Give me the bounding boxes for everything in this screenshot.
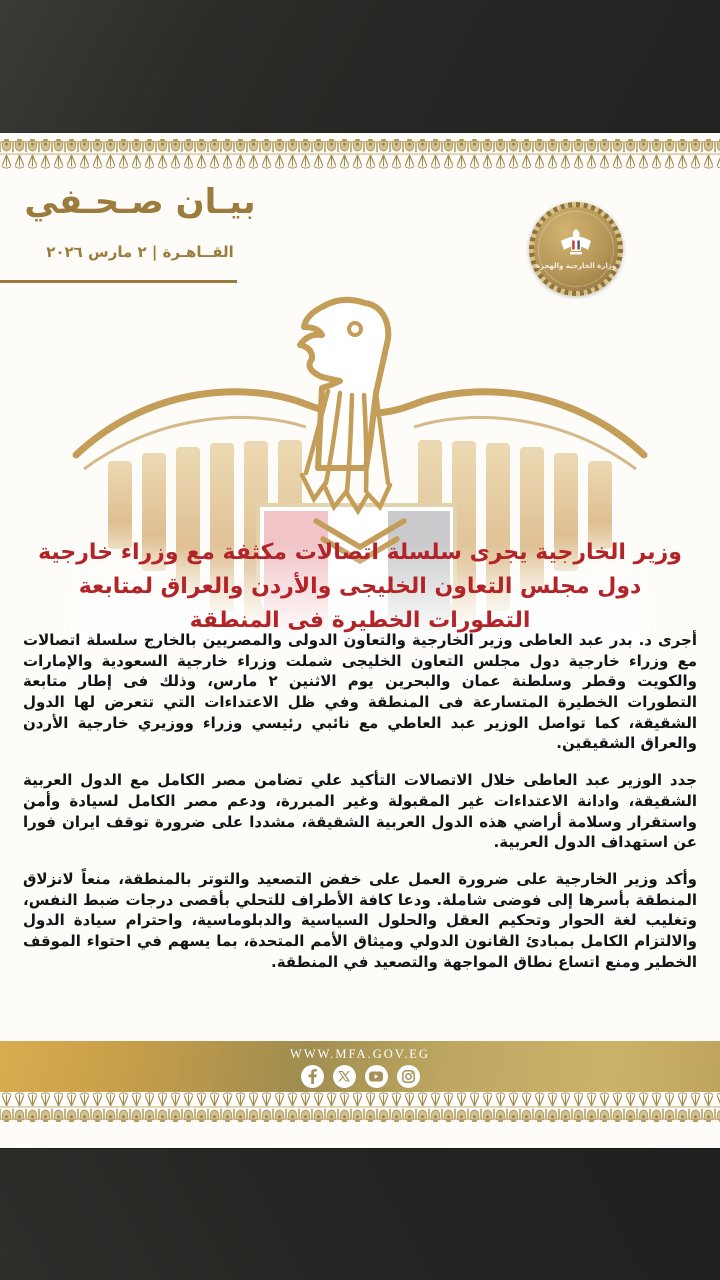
lotus-border-top bbox=[0, 139, 720, 169]
facebook-icon[interactable] bbox=[301, 1065, 324, 1088]
lotus-border-bottom bbox=[0, 1092, 720, 1122]
press-statement-title: بيـان صـحـفي bbox=[24, 182, 256, 222]
header-divider bbox=[0, 280, 237, 283]
top-black-band bbox=[0, 0, 720, 133]
footer-band bbox=[0, 1041, 720, 1092]
social-icons-row bbox=[0, 1065, 720, 1088]
paragraph-2: جدد الوزير عبد العاطى خلال الاتصالات التأكيد علي تضامن مصر الكامل مع الدول العربية الشقيقة، وادانة الاعتداءات غير المقبولة وغير المبررة، ودعم مصر الكامل لسيادة وأمن واستقرار وسلامة أراضي هذه الدول العربية الشقيقة، مشددا على ضرورة توقف ايران فورا عن استهداف الدول العربية. bbox=[23, 771, 697, 852]
paragraph-1: أجرى د. بدر عبد العاطى وزير الخارجية والتعاون الدولى والمصريين بالخارج سلسلة اتصالات مع وزراء خارجية دول مجلس التعاون الخليجى شملت وزراء خارجية السعودية والإمارات والكويت وقطر وسلطنة عمان والبحرين يوم الاثنين ٢ مارس، وذلك فى إطار متابعة التطورات الخطيرة المتسارعة فى المنطقة وفي ظل الاعتداءات التي تتعرض لها الدول الشقيقة، كما تواصل الوزير عبد العاطي مع نائبي رئيسي وزراء ووزيري خارجية الأردن والعراق الشقيقين. bbox=[23, 631, 697, 753]
instagram-icon[interactable] bbox=[397, 1065, 420, 1088]
ministry-seal bbox=[529, 202, 623, 296]
seal-inner-ring bbox=[535, 211, 617, 287]
bottom-black-band bbox=[0, 1148, 720, 1280]
x-twitter-icon[interactable] bbox=[333, 1065, 356, 1088]
seal-ministry-name: وزارة الخارجية والهجرة bbox=[535, 261, 617, 270]
headline: وزير الخارجية يجرى سلسلة اتصالات مكثفة مع وزراء خارجية دول مجلس التعاون الخليجى والأردن والعراق لمتابعة التطورات الخطيرة فى المنطقة bbox=[38, 540, 682, 634]
paragraph-3: وأكد وزير الخارجية على ضرورة العمل على خفض التصعيد والتوتر بالمنطقة، منعاً لانزلاق المنطقة بأسرها إلى فوضى شاملة. ودعا كافة الأطراف للتحلي بأقصى درجات ضبط النفس، وتغليب لغة الحوار وتحكيم العقل والحلول السياسية والدبلوماسية، واحترام سيادة الدول والالتزام الكامل بمبادئ القانون الدولي وميثاق الأمم المتحدة، بما يسهم في احتواء الموقف الخطير ومنع اتساع نطاق المواجهة والتصعيد في المنطقة. bbox=[23, 869, 697, 971]
youtube-icon[interactable] bbox=[365, 1065, 388, 1088]
dateline: القــاهـرة | ٢ مارس ٢٠٢٦ bbox=[46, 243, 234, 261]
website-url[interactable]: WWW.MFA.GOV.EG bbox=[290, 1047, 430, 1061]
body-text bbox=[23, 630, 697, 988]
